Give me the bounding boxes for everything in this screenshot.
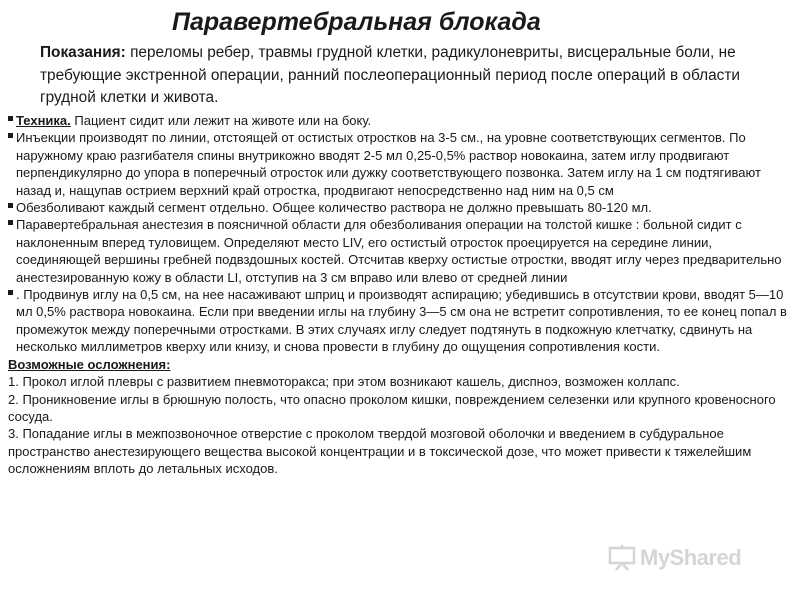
technique-paragraph (8, 112, 792, 129)
bullet-icon (8, 220, 13, 225)
watermark-text: MyShared (640, 545, 742, 570)
paragraph-lumbar (8, 216, 792, 286)
watermark (608, 544, 741, 572)
complication-item: 1. Прокол иглой плевры с развитием пневмоторакса; при этом возникают кашель, диспноэ, возможен коллапс. (8, 374, 680, 390)
complications-title: Возможные осложнения: (8, 356, 171, 372)
technique-text: Пациент сидит или лежит на животе или на боку. (70, 113, 372, 128)
paragraph-aspiration (8, 286, 792, 356)
indications-label: Показания: (40, 44, 126, 61)
paragraph-text: Паравертебральная анестезия в поясничной области для обезболивания операции на толстой кишке : больной сидит с наклоненным вперед туловищем. Определяют место LIV, его остистый отросток проецируется на середине линии, соединяющей вершины гребней подвздошных костей. Отсчитав кверху остистые отростки, вводят иглу через предварительно анестезированную кожу в области LI, отступив на 3 см вправо или влево от средней линии (16, 217, 782, 285)
paragraph-injection (8, 129, 792, 199)
bullet-icon (8, 290, 13, 295)
body-text (8, 112, 792, 478)
slide-title: Паравертебральная блокада (172, 8, 541, 36)
paragraph-segments (8, 199, 792, 216)
indications-text: переломы ребер, травмы грудной клетки, радикулоневриты, висцеральные боли, не требующие экстренной операции, ранний послеоперационный период после операций в области грудной клетки и живота. (40, 44, 740, 106)
bullet-icon (8, 203, 13, 208)
complication-item: 2. Проникновение иглы в брюшную полость, что опасно проколом кишки, повреждением селезенки или крупного кровеносного сосуда. (8, 391, 776, 424)
technique-label: Техника. (16, 113, 71, 128)
indications-block (40, 42, 780, 110)
complication-item: 3. Попадание иглы в межпозвоночное отверстие с проколом твердой мозговой оболочки и введением в субдуральное пространство анестезирующего вещества высокой концентрации и в токсической дозе, что может привести к тяжелейшим осложнениям вплоть до летальных исходов. (8, 426, 752, 477)
paragraph-text: Инъекции производят по линии, отстоящей от остистых отростков на 3-5 см., на уровне соответствующих сегментов. По наружному краю разгибателя спины внутрикожно вводят 2-5 мл 0,25-0,5% раствор новокаина, затем иглу продвигают перпендикулярно до упора в поперечный отросток или дужку соответствующего позвонка. Затем иглу на 1 см подтягивают назад и, нащупав острием верхний край отростка, продвигают непосредственно над ним на 0,5 см (16, 130, 761, 198)
bullet-icon (8, 133, 13, 138)
paragraph-text: . Продвинув иглу на 0,5 см, на нее насаживают шприц и производят аспирацию; убедившись в отсутствии крови, вводят 5—10 мл 0,5% раствора новокаина. Если при введении иглы на глубину 3—5 см она не встретит сопротивления, то ее конец попал в промежуток между поперечными отростками. В этих случаях иглу следует подтянуть в подкожную клетчатку, сдвинуть на несколько миллиметров кверху или книзу, и снова провести в глубину до ощущения сопротивления кости. (16, 287, 787, 355)
presentation-screen-icon (608, 545, 636, 571)
paragraph-text: Обезболивают каждый сегмент отдельно. Общее количество раствора не должно превышать 80-120 мл. (16, 200, 652, 216)
bullet-icon (8, 116, 13, 121)
